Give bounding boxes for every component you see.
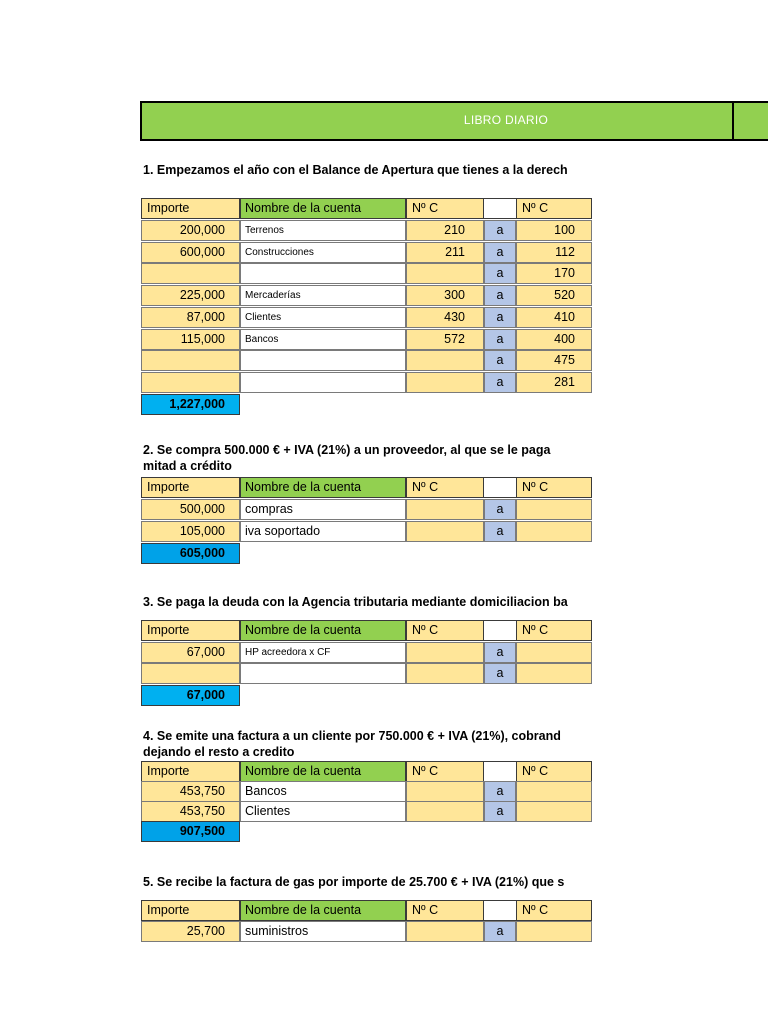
cuenta-cell[interactable]: Clientes bbox=[240, 307, 406, 328]
nc-haber-cell[interactable] bbox=[516, 801, 592, 822]
importe-cell[interactable]: 87,000 bbox=[141, 307, 240, 328]
header-nc-haber: Nº C bbox=[516, 900, 592, 921]
cuenta-cell[interactable]: Bancos bbox=[240, 329, 406, 350]
header-importe: Importe bbox=[141, 477, 240, 498]
a-separator-cell: a bbox=[484, 285, 516, 306]
a-separator-cell: a bbox=[484, 307, 516, 328]
header-nc-haber: Nº C bbox=[516, 761, 592, 782]
table-row bbox=[141, 663, 592, 684]
header-gap bbox=[484, 900, 516, 921]
cuenta-cell[interactable]: iva soportado bbox=[240, 521, 406, 542]
header-nombre-cuenta: Nombre de la cuenta bbox=[240, 198, 406, 219]
entry-heading-line: 4. Se emite una factura a un cliente por 750.000 € + IVA (21%), cobrand bbox=[143, 729, 561, 743]
table-row bbox=[141, 781, 592, 802]
nc-haber-cell[interactable]: 112 bbox=[516, 242, 592, 263]
title-banner-border bbox=[732, 101, 734, 141]
a-separator-cell: a bbox=[484, 329, 516, 350]
header-gap bbox=[484, 477, 516, 498]
table-header-row bbox=[141, 761, 592, 782]
importe-cell[interactable]: 500,000 bbox=[141, 499, 240, 520]
header-importe: Importe bbox=[141, 761, 240, 782]
entry-heading-3 bbox=[143, 594, 592, 610]
cuenta-cell[interactable]: Clientes bbox=[240, 801, 406, 822]
nc-haber-cell[interactable]: 281 bbox=[516, 372, 592, 393]
a-separator-cell: a bbox=[484, 642, 516, 663]
title-banner bbox=[140, 101, 768, 141]
cuenta-cell[interactable] bbox=[240, 663, 406, 684]
header-nombre-cuenta: Nombre de la cuenta bbox=[240, 761, 406, 782]
nc-haber-cell[interactable]: 170 bbox=[516, 263, 592, 284]
entry-heading-line: 5. Se recibe la factura de gas por importe de 25.700 € + IVA (21%) que s bbox=[143, 875, 565, 889]
cuenta-cell[interactable]: Terrenos bbox=[240, 220, 406, 241]
nc-haber-cell[interactable]: 400 bbox=[516, 329, 592, 350]
entry-heading-line: mitad a crédito bbox=[143, 459, 232, 473]
a-separator-cell: a bbox=[484, 801, 516, 822]
table-row bbox=[141, 921, 592, 942]
total-cell[interactable]: 1,227,000 bbox=[141, 394, 240, 415]
header-nombre-cuenta: Nombre de la cuenta bbox=[240, 477, 406, 498]
nc-haber-cell[interactable]: 100 bbox=[516, 220, 592, 241]
cuenta-cell[interactable]: compras bbox=[240, 499, 406, 520]
table-row bbox=[141, 642, 592, 663]
importe-cell[interactable] bbox=[141, 350, 240, 371]
a-separator-cell: a bbox=[484, 921, 516, 942]
table-row bbox=[141, 499, 592, 520]
nc-debe-cell[interactable] bbox=[406, 801, 484, 822]
cuenta-cell[interactable]: Construcciones bbox=[240, 242, 406, 263]
a-separator-cell: a bbox=[484, 372, 516, 393]
nc-debe-cell[interactable] bbox=[406, 663, 484, 684]
importe-cell[interactable]: 453,750 bbox=[141, 781, 240, 802]
importe-cell[interactable]: 600,000 bbox=[141, 242, 240, 263]
nc-haber-cell[interactable]: 410 bbox=[516, 307, 592, 328]
importe-cell[interactable] bbox=[141, 663, 240, 684]
cuenta-cell[interactable]: suministros bbox=[240, 921, 406, 942]
nc-debe-cell[interactable]: 572 bbox=[406, 329, 484, 350]
importe-cell[interactable]: 105,000 bbox=[141, 521, 240, 542]
nc-debe-cell[interactable]: 430 bbox=[406, 307, 484, 328]
page-title: LIBRO DIARIO bbox=[463, 113, 549, 127]
entry-heading-line: dejando el resto a credito bbox=[143, 745, 295, 759]
nc-haber-cell[interactable]: 475 bbox=[516, 350, 592, 371]
table-header-row bbox=[141, 900, 592, 921]
header-nc-haber: Nº C bbox=[516, 198, 592, 219]
nc-debe-cell[interactable] bbox=[406, 642, 484, 663]
entry-heading-4 bbox=[143, 728, 592, 760]
table-row bbox=[141, 307, 592, 328]
entry-heading-5 bbox=[143, 874, 592, 890]
a-separator-cell: a bbox=[484, 521, 516, 542]
importe-cell[interactable]: 25,700 bbox=[141, 921, 240, 942]
total-cell[interactable]: 907,500 bbox=[141, 821, 240, 842]
a-separator-cell: a bbox=[484, 350, 516, 371]
nc-debe-cell[interactable] bbox=[406, 499, 484, 520]
cuenta-cell[interactable]: Mercaderías bbox=[240, 285, 406, 306]
importe-cell[interactable]: 225,000 bbox=[141, 285, 240, 306]
a-separator-cell: a bbox=[484, 263, 516, 284]
nc-debe-cell[interactable] bbox=[406, 781, 484, 802]
header-nc-haber: Nº C bbox=[516, 620, 592, 641]
table-row bbox=[141, 242, 592, 263]
importe-cell[interactable]: 67,000 bbox=[141, 642, 240, 663]
header-gap bbox=[484, 198, 516, 219]
entry-heading-line: 2. Se compra 500.000 € + IVA (21%) a un proveedor, al que se le paga bbox=[143, 443, 551, 457]
entry-heading-1 bbox=[143, 162, 592, 178]
header-nc-debe: Nº C bbox=[406, 761, 484, 782]
entry-heading-line: 1. Empezamos el año con el Balance de Apertura que tienes a la derech bbox=[143, 163, 568, 177]
table-row bbox=[141, 521, 592, 542]
table-row bbox=[141, 801, 592, 822]
importe-cell[interactable] bbox=[141, 372, 240, 393]
nc-debe-cell[interactable]: 210 bbox=[406, 220, 484, 241]
entry-heading-2 bbox=[143, 442, 592, 474]
nc-debe-cell[interactable] bbox=[406, 921, 484, 942]
table-header-row bbox=[141, 477, 592, 498]
table-row bbox=[141, 285, 592, 306]
cuenta-cell[interactable] bbox=[240, 350, 406, 371]
importe-cell[interactable]: 115,000 bbox=[141, 329, 240, 350]
header-nc-debe: Nº C bbox=[406, 477, 484, 498]
nc-debe-cell[interactable] bbox=[406, 263, 484, 284]
table-header-row bbox=[141, 198, 592, 219]
cuenta-cell[interactable]: HP acreedora x CF bbox=[240, 642, 406, 663]
importe-cell[interactable]: 200,000 bbox=[141, 220, 240, 241]
cuenta-cell[interactable]: Bancos bbox=[240, 781, 406, 802]
header-importe: Importe bbox=[141, 900, 240, 921]
header-nombre-cuenta: Nombre de la cuenta bbox=[240, 900, 406, 921]
nc-debe-cell[interactable] bbox=[406, 350, 484, 371]
nc-haber-cell[interactable] bbox=[516, 781, 592, 802]
entry-heading-line: 3. Se paga la deuda con la Agencia tributaria mediante domiciliacion ba bbox=[143, 595, 568, 609]
table-row bbox=[141, 329, 592, 350]
nc-debe-cell[interactable]: 300 bbox=[406, 285, 484, 306]
table-row bbox=[141, 372, 592, 393]
importe-cell[interactable] bbox=[141, 263, 240, 284]
nc-debe-cell[interactable] bbox=[406, 521, 484, 542]
header-importe: Importe bbox=[141, 620, 240, 641]
table-row bbox=[141, 263, 592, 284]
nc-haber-cell[interactable] bbox=[516, 521, 592, 542]
importe-cell[interactable]: 453,750 bbox=[141, 801, 240, 822]
nc-debe-cell[interactable]: 211 bbox=[406, 242, 484, 263]
header-nc-debe: Nº C bbox=[406, 620, 484, 641]
a-separator-cell: a bbox=[484, 663, 516, 684]
nc-haber-cell[interactable] bbox=[516, 642, 592, 663]
header-gap bbox=[484, 761, 516, 782]
a-separator-cell: a bbox=[484, 242, 516, 263]
cuenta-cell[interactable] bbox=[240, 263, 406, 284]
header-gap bbox=[484, 620, 516, 641]
header-nc-haber: Nº C bbox=[516, 477, 592, 498]
header-importe: Importe bbox=[141, 198, 240, 219]
nc-haber-cell[interactable] bbox=[516, 499, 592, 520]
nc-debe-cell[interactable] bbox=[406, 372, 484, 393]
table-header-row bbox=[141, 620, 592, 641]
a-separator-cell: a bbox=[484, 499, 516, 520]
header-nc-debe: Nº C bbox=[406, 900, 484, 921]
header-nombre-cuenta: Nombre de la cuenta bbox=[240, 620, 406, 641]
nc-haber-cell[interactable]: 520 bbox=[516, 285, 592, 306]
nc-haber-cell[interactable] bbox=[516, 921, 592, 942]
total-cell[interactable]: 67,000 bbox=[141, 685, 240, 706]
a-separator-cell: a bbox=[484, 220, 516, 241]
a-separator-cell: a bbox=[484, 781, 516, 802]
nc-haber-cell[interactable] bbox=[516, 663, 592, 684]
table-row bbox=[141, 220, 592, 241]
header-nc-debe: Nº C bbox=[406, 198, 484, 219]
cuenta-cell[interactable] bbox=[240, 372, 406, 393]
total-cell[interactable]: 605,000 bbox=[141, 543, 240, 564]
table-row bbox=[141, 350, 592, 371]
